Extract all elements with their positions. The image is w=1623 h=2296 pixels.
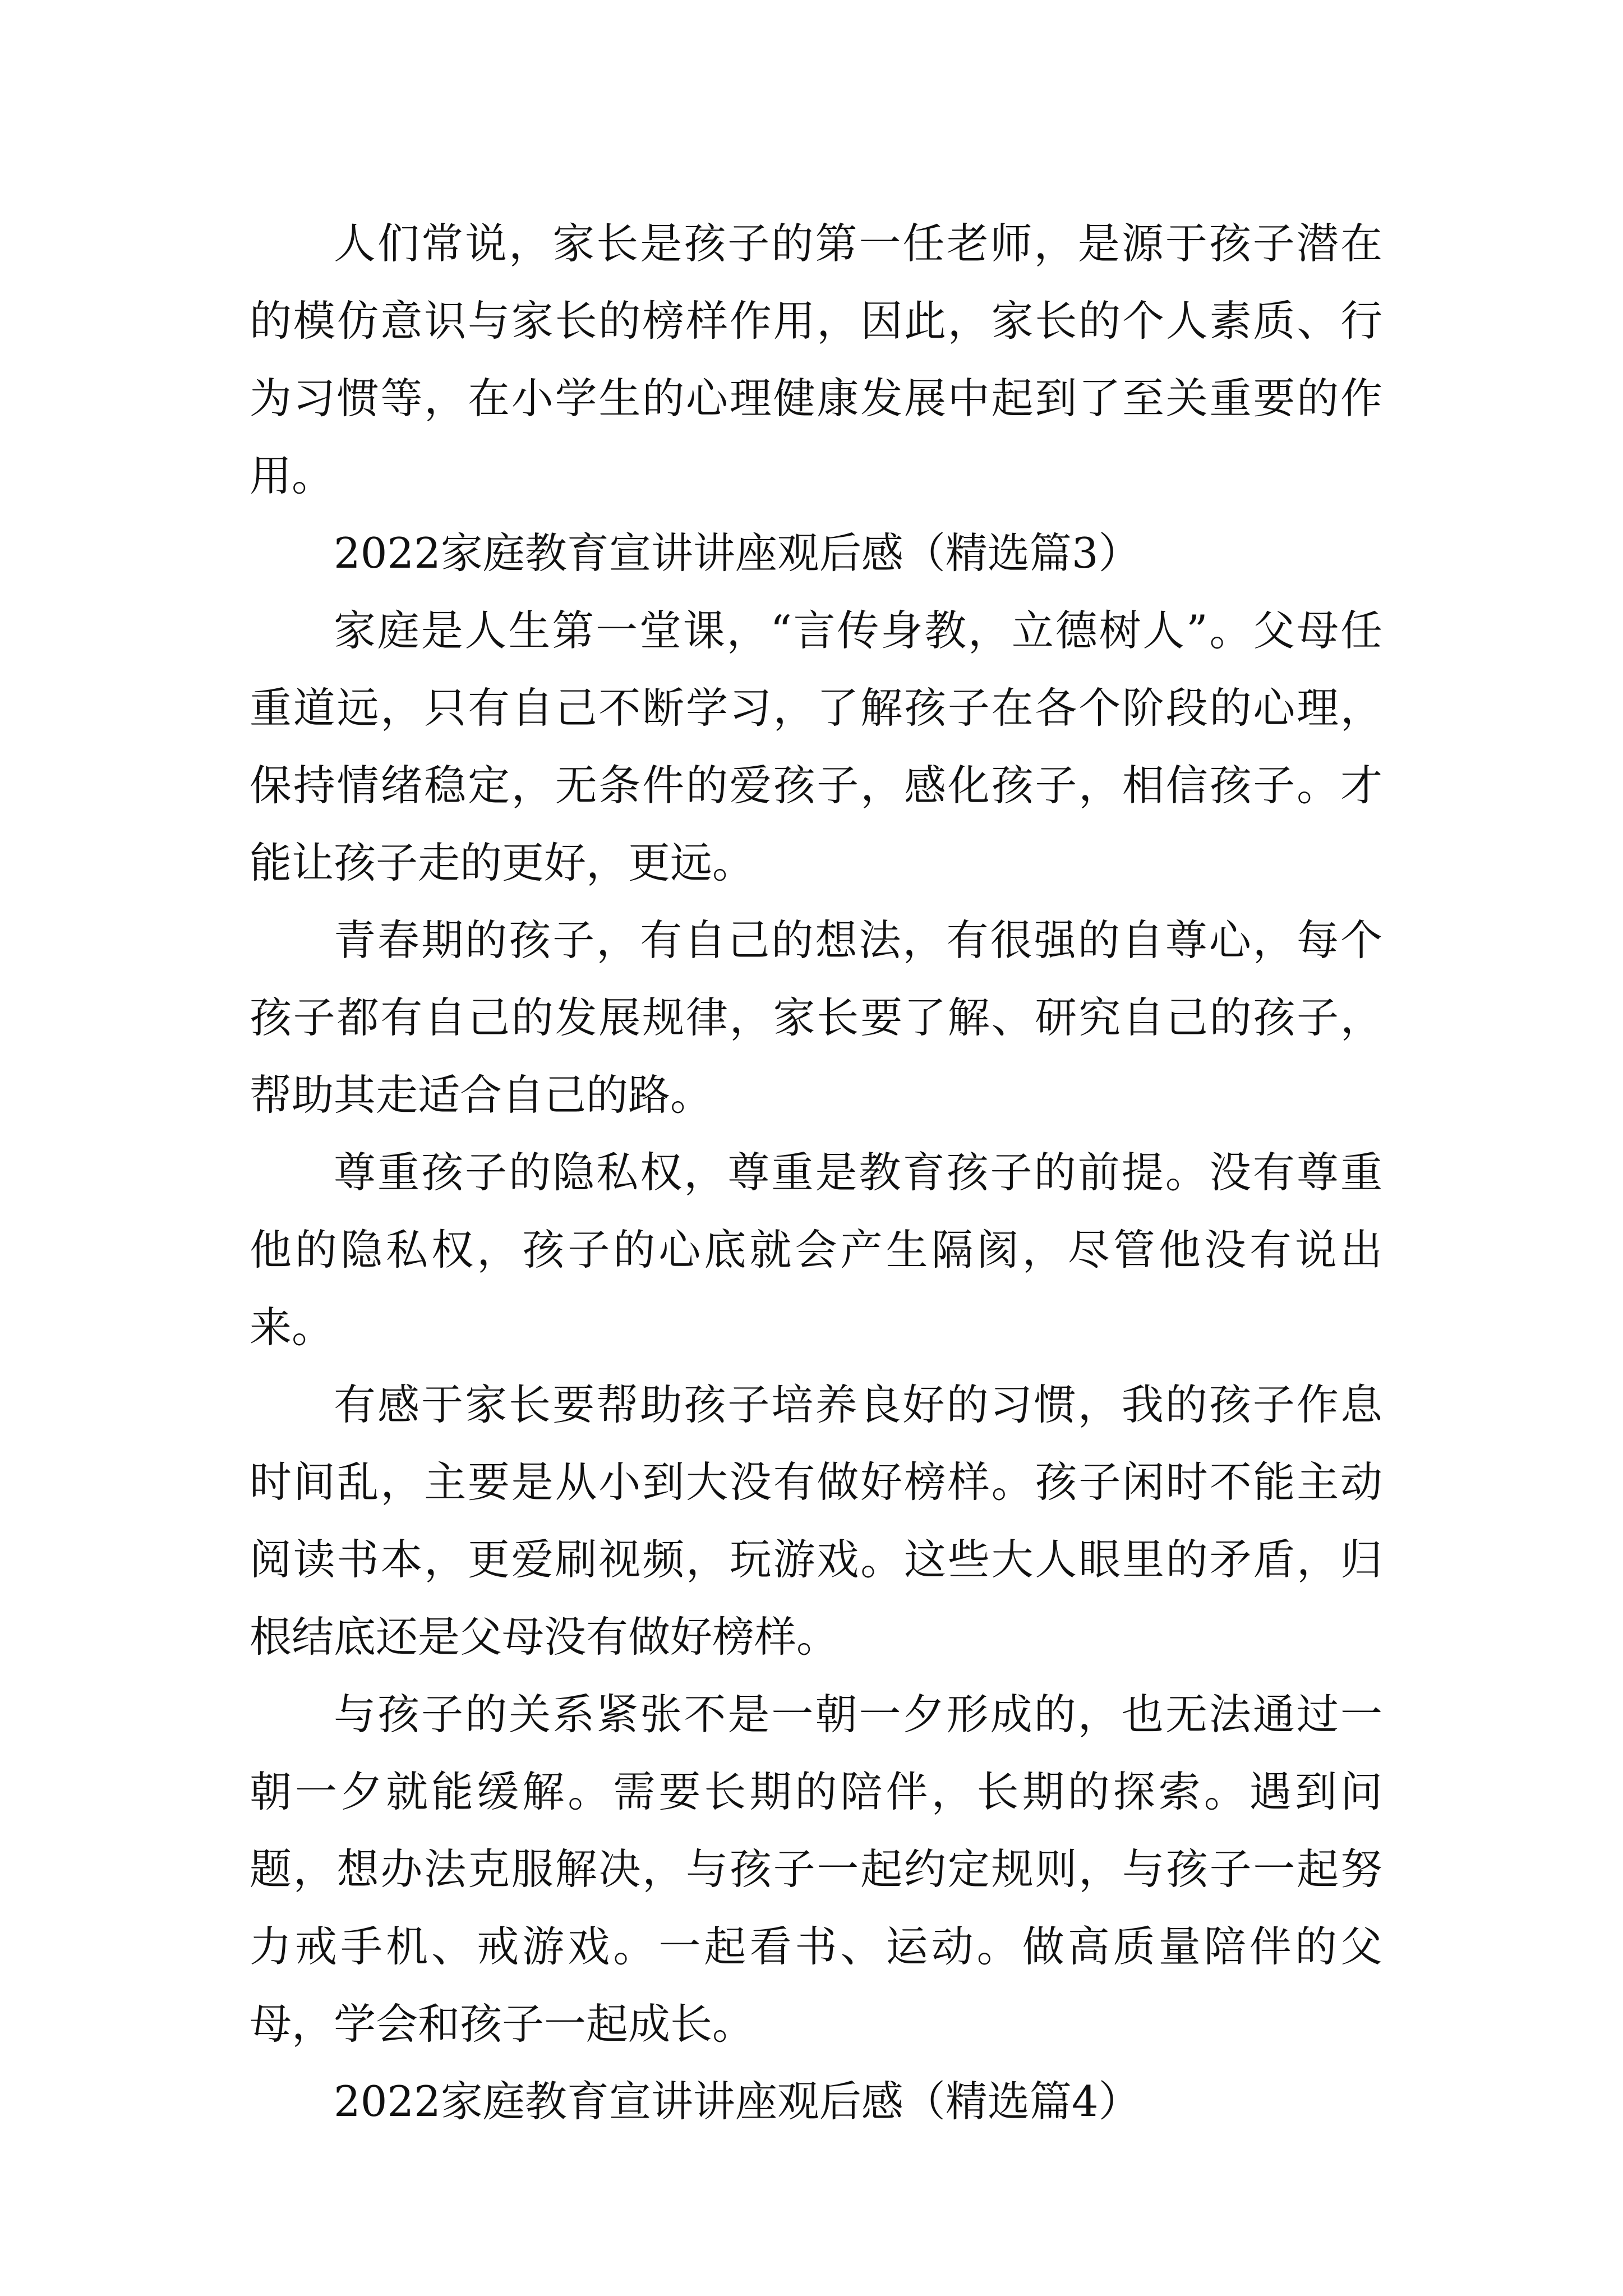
paragraph-good-habits: 有感于家长要帮助孩子培养良好的习惯，我的孩子作息时间乱，主要是从小到大没有做好榜样。孩子闲时不能主动阅读书本，更爱刷视频，玩游戏。这些大人眼里的矛盾，归根结底还是父母没有做好榜样。 bbox=[250, 1380, 1382, 1662]
paragraph-parent-role-model: 人们常说，家长是孩子的第一任老师，是源于孩子潜在的模仿意识与家长的榜样作用，因此，家长的个人素质、行为习惯等，在小学生的心理健康发展中起到了至关重要的作用。 bbox=[250, 219, 1382, 500]
paragraph-adolescence: 青春期的孩子，有自己的想法，有很强的自尊心，每个孩子都有自己的发展规律，家长要了解、研究自己的孩子，帮助其走适合自己的路。 bbox=[250, 915, 1382, 1120]
section-heading-part-3: 2022家庭教育宣讲讲座观后感（精选篇3） bbox=[334, 528, 1141, 578]
paragraph-family-first-lesson: 家庭是人生第一堂课，“言传身教，立德树人”。父母任重道远，只有自己不断学习，了解孩子在各个阶段的心理，保持情绪稳定，无条件的爱孩子，感化孩子，相信孩子。才能让孩子走的更好，更远。 bbox=[250, 606, 1382, 887]
document-page bbox=[250, 205, 1382, 2140]
section-heading-part-4: 2022家庭教育宣讲讲座观后感（精选篇4） bbox=[334, 2077, 1141, 2126]
paragraph-relationship-tension: 与孩子的关系紧张不是一朝一夕形成的，也无法通过一朝一夕就能缓解。需要长期的陪伴，长期的探索。遇到问题，想办法克服解决，与孩子一起约定规则，与孩子一起努力戒手机、戒游戏。一起看书、运动。做高质量陪伴的父母，学会和孩子一起成长。 bbox=[250, 1690, 1382, 2049]
paragraph-privacy-respect: 尊重孩子的隐私权，尊重是教育孩子的前提。没有尊重他的隐私权，孩子的心底就会产生隔阂，尽管他没有说出来。 bbox=[250, 1148, 1382, 1352]
